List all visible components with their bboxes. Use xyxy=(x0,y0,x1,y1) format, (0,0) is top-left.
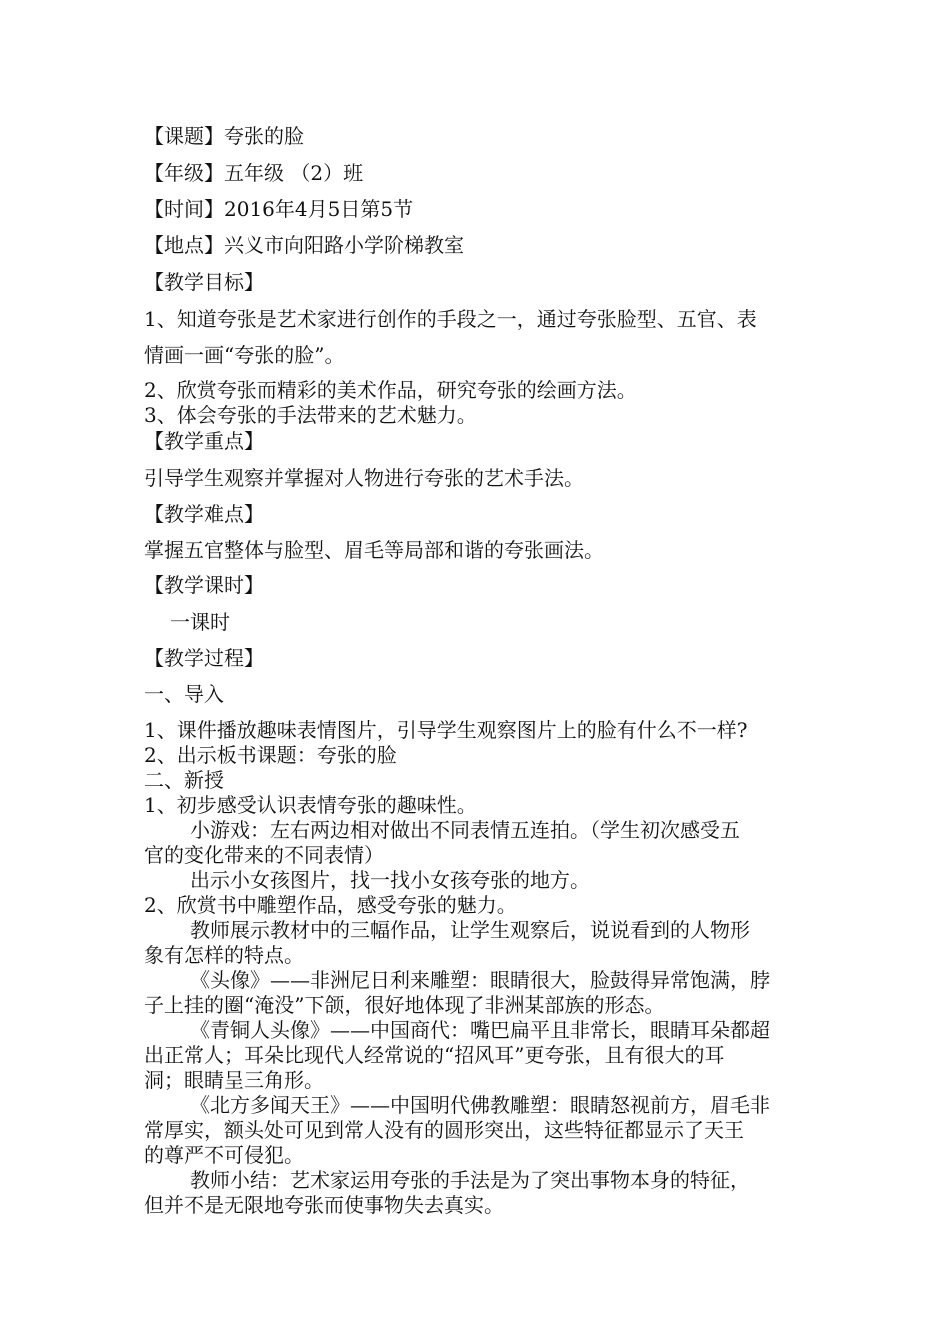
new-lesson-step-2: 2、欣赏书中雕塑作品，感受夸张的魅力。 xyxy=(144,893,517,917)
game-line-1: 小游戏：左右两边相对做出不同表情五连拍。（学生初次感受五 xyxy=(190,818,740,842)
girl-image-line: 出示小女孩图片，找一找小女孩夸张的地方。 xyxy=(190,868,590,892)
objective-3: 3、体会夸张的手法带来的艺术魅力。 xyxy=(144,403,477,427)
objective-1-line-2: 情画一画“夸张的脸”。 xyxy=(144,343,345,367)
document-page xyxy=(144,0,824,1344)
bronze-head-line-2: 出正常人；耳朵比现代人经常说的“招风耳”更夸张，且有很大的耳 xyxy=(144,1043,725,1067)
bronze-head-line-1: 《青铜人头像》——中国商代：嘴巴扁平且非常长，眼睛耳朵都超 xyxy=(190,1018,770,1042)
intro-step-1: 1、课件播放趣味表情图片，引导学生观察图片上的脸有什么不一样? xyxy=(144,718,748,742)
process-heading: 【教学过程】 xyxy=(144,646,264,670)
heavenly-king-line-2: 常厚实，额头处可见到常人没有的圆形突出，这些特征都显示了天王 xyxy=(144,1118,744,1142)
teacher-summary-line-2: 但并不是无限地夸张而使事物失去真实。 xyxy=(144,1193,504,1217)
teacher-summary-line-1: 教师小结：艺术家运用夸张的手法是为了突出事物本身的特征， xyxy=(190,1168,750,1192)
new-lesson-heading: 二、新授 xyxy=(144,768,224,792)
objectives-heading: 【教学目标】 xyxy=(144,270,264,294)
time-line: 【时间】2016年4月5日第5节 xyxy=(144,197,414,221)
duration-heading: 【教学课时】 xyxy=(144,573,264,597)
grade-line: 【年级】五年级 （2）班 xyxy=(144,161,364,185)
game-line-2: 官的变化带来的不同表情） xyxy=(144,843,384,867)
heavenly-king-line-3: 的尊严不可侵犯。 xyxy=(144,1143,304,1167)
intro-step-2: 2、出示板书课题：夸张的脸 xyxy=(144,743,397,767)
duration-text: 一课时 xyxy=(170,610,230,634)
objective-1-line-1: 1、知道夸张是艺术家进行创作的手段之一，通过夸张脸型、五官、表 xyxy=(144,307,757,331)
topic-line: 【课题】夸张的脸 xyxy=(144,124,304,148)
place-line: 【地点】兴义市向阳路小学阶梯教室 xyxy=(144,233,464,257)
teacher-show-line-1: 教师展示教材中的三幅作品，让学生观察后，说说看到的人物形 xyxy=(190,918,750,942)
objective-2: 2、欣赏夸张而精彩的美术作品，研究夸张的绘画方法。 xyxy=(144,378,637,402)
head-sculpture-line-1: 《头像》——非洲尼日利来雕塑：眼睛很大，脸鼓得异常饱满，脖 xyxy=(190,968,770,992)
teacher-show-line-2: 象有怎样的特点。 xyxy=(144,943,304,967)
intro-heading: 一、导入 xyxy=(144,682,224,706)
difficulty-heading: 【教学难点】 xyxy=(144,502,264,526)
head-sculpture-line-2: 子上挂的圈“淹没”下颌，很好地体现了非洲某部族的形态。 xyxy=(144,993,665,1017)
heavenly-king-line-1: 《北方多闻天王》——中国明代佛教雕塑：眼睛怒视前方，眉毛非 xyxy=(190,1093,770,1117)
difficulty-text: 掌握五官整体与脸型、眉毛等局部和谐的夸张画法。 xyxy=(144,538,604,562)
bronze-head-line-3: 洞；眼睛呈三角形。 xyxy=(144,1068,324,1092)
key-point-heading: 【教学重点】 xyxy=(144,429,264,453)
key-point-text: 引导学生观察并掌握对人物进行夸张的艺术手法。 xyxy=(144,466,584,490)
new-lesson-step-1: 1、初步感受认识表情夸张的趣味性。 xyxy=(144,793,477,817)
